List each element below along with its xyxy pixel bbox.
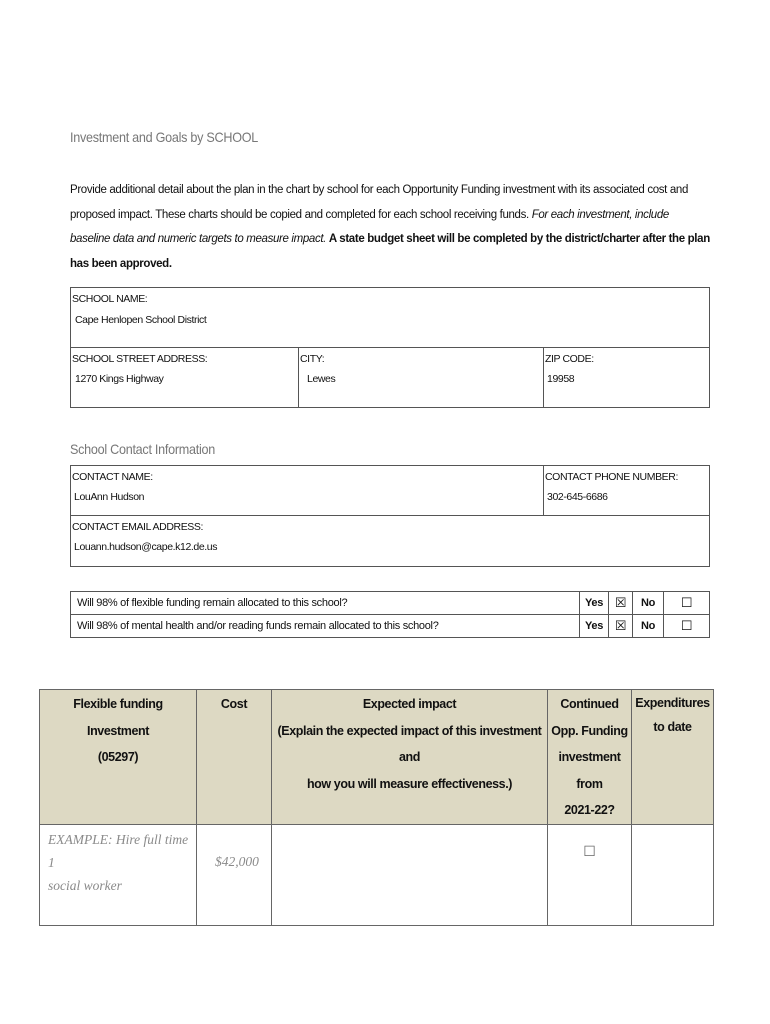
zip-value: 19958 — [547, 373, 575, 385]
cost-header — [197, 690, 272, 825]
header-line: (Explain the expected impact of this investment and — [277, 723, 542, 764]
zip-cell — [544, 348, 710, 408]
intro-normal: Provide additional detail about the plan in the chart by school for each Opportunity Funding investment with its associated cost and proposed impact. These charts should be copied and completed for each school receiving funds. — [70, 184, 688, 221]
contact-table — [70, 465, 710, 567]
yes-label: Yes — [580, 615, 609, 638]
header-line: Investment — [87, 723, 149, 738]
street-label: SCHOOL STREET ADDRESS: — [72, 353, 208, 365]
contact-phone-cell — [544, 466, 710, 516]
header-line: to date — [653, 720, 692, 734]
city-value: Lewes — [307, 373, 336, 385]
contact-name-label: CONTACT NAME: — [72, 471, 153, 483]
continued-header — [548, 690, 632, 825]
expenditures-header — [632, 690, 714, 825]
header-line: Cost — [220, 697, 248, 711]
example-expenditures-cell[interactable] — [632, 825, 714, 926]
intro-bold: A state budget sheet will be completed by the district/charter after the plan has been approved. — [70, 233, 710, 270]
example-impact-cell[interactable] — [272, 825, 548, 926]
intro-italic: For each investment, include baseline data and numeric targets to measure impact. — [70, 208, 669, 245]
yes-checkbox[interactable]: ☒ — [609, 592, 633, 615]
school-info-table — [70, 287, 710, 408]
header-line: Expenditures — [635, 696, 710, 710]
question-text: Will 98% of mental health and/or reading funds remain allocated to this school? — [71, 615, 580, 638]
header-line: (05297) — [97, 750, 139, 764]
example-cost: $42,000 — [215, 854, 259, 869]
yes-checkbox[interactable]: ☒ — [609, 615, 633, 638]
school-name-value: Cape Henlopen School District — [75, 314, 207, 326]
contact-name-cell — [71, 466, 544, 516]
yes-label: Yes — [580, 592, 609, 615]
impact-header — [272, 690, 548, 825]
investment-header — [40, 690, 197, 825]
no-label: No — [633, 592, 664, 615]
contact-email-value: Louann.hudson@cape.k12.de.us — [74, 541, 218, 553]
example-row — [40, 825, 714, 926]
example-cost-cell[interactable] — [197, 825, 272, 926]
contact-heading: School Contact Information — [70, 441, 215, 457]
header-line: Continued — [560, 697, 619, 711]
no-checkbox[interactable]: ☐ — [664, 615, 710, 638]
contact-email-cell — [71, 516, 710, 567]
investment-table — [39, 689, 714, 926]
no-checkbox[interactable]: ☐ — [664, 592, 710, 615]
example-investment-line: EXAMPLE: Hire full time 1 — [48, 832, 189, 870]
question-text: Will 98% of flexible funding remain allocated to this school? — [71, 592, 580, 615]
header-line: from — [576, 776, 603, 791]
no-label: No — [633, 615, 664, 638]
header-line: Expected impact — [362, 697, 457, 711]
example-investment-cell[interactable] — [40, 825, 197, 926]
school-name-cell — [71, 288, 710, 348]
header-line: Flexible funding — [73, 697, 163, 711]
contact-phone-value: 302-645-6686 — [547, 491, 608, 503]
street-cell — [71, 348, 299, 408]
zip-label: ZIP CODE: — [545, 353, 594, 365]
question-row — [71, 592, 710, 615]
header-line: investment — [558, 750, 621, 764]
school-name-label: SCHOOL NAME: — [72, 293, 148, 305]
allocation-questions-table — [70, 591, 710, 638]
section-heading: Investment and Goals by SCHOOL — [70, 129, 259, 145]
example-investment-line: social worker — [48, 878, 122, 893]
header-line: 2021-22? — [564, 803, 615, 817]
question-row — [71, 615, 710, 638]
street-value: 1270 Kings Highway — [75, 373, 164, 385]
header-line: how you will measure effectiveness.) — [306, 776, 513, 791]
city-label: CITY: — [300, 353, 325, 365]
intro-paragraph — [70, 178, 710, 276]
contact-phone-label: CONTACT PHONE NUMBER: — [545, 471, 678, 483]
contact-name-value: LouAnn Hudson — [74, 491, 145, 503]
investment-header-row — [40, 690, 714, 825]
contact-email-label: CONTACT EMAIL ADDRESS: — [72, 521, 204, 533]
example-continued-checkbox[interactable]: ☐ — [548, 825, 632, 926]
header-line: Opp. Funding — [551, 723, 628, 738]
city-cell — [299, 348, 544, 408]
